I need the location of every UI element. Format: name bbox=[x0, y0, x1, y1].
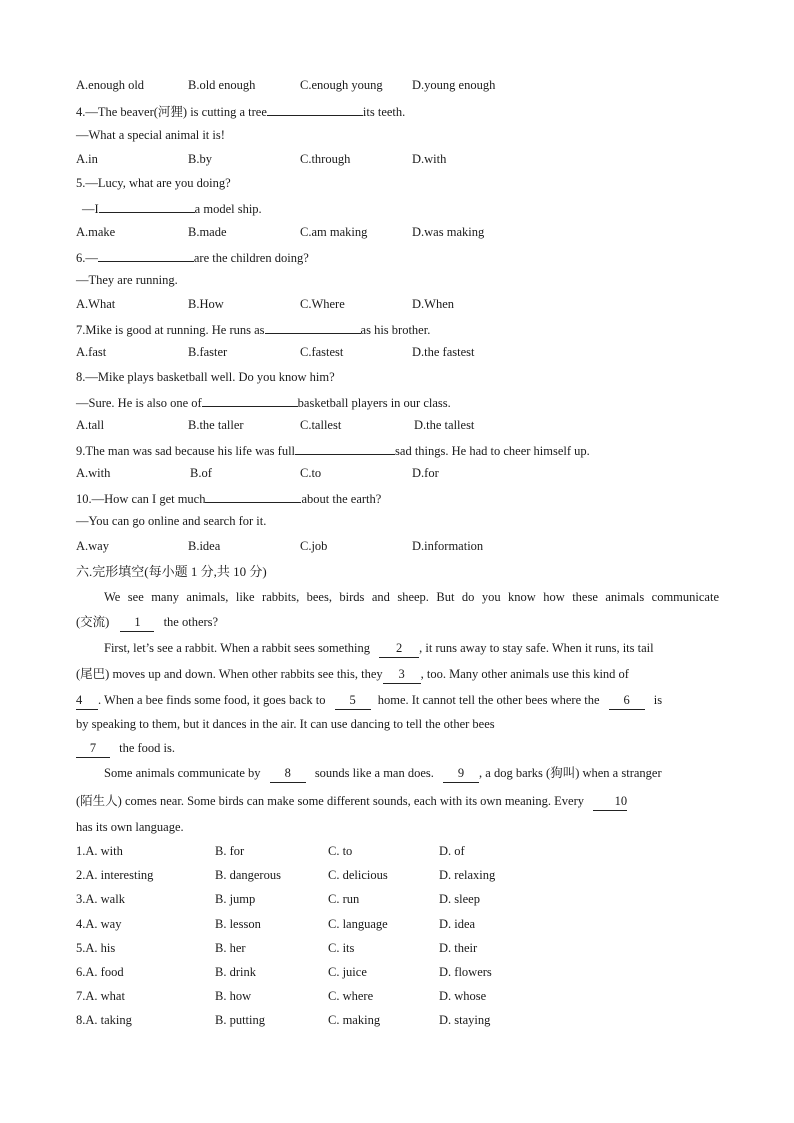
q4-option-a: A.in bbox=[76, 152, 98, 166]
q5-option-d: D.was making bbox=[412, 225, 485, 239]
cloze-option-c: C. its bbox=[328, 940, 355, 955]
q8-stem: 8.—Mike plays basketball well. Do you know him? bbox=[76, 370, 335, 384]
cloze-option-a: 4.A. way bbox=[76, 916, 122, 931]
q10-blank bbox=[205, 488, 301, 503]
cloze-option-d: D. of bbox=[439, 844, 465, 858]
q9-stem: 9.The man was sad because his life was full sad things. He had to cheer himself up. bbox=[76, 440, 590, 460]
cloze-option-c: C. juice bbox=[328, 965, 367, 979]
cloze-option-a: 5.A. his bbox=[76, 940, 116, 955]
cloze-option-c: C. delicious bbox=[328, 868, 388, 883]
cloze-option-b: B. drink bbox=[215, 965, 256, 979]
q3-option-d: D.young enough bbox=[412, 78, 496, 92]
cloze-option-a: 8.A. taking bbox=[76, 1013, 132, 1028]
cloze-p3-line3: has its own language. bbox=[76, 820, 184, 834]
q10-option-c: C.job bbox=[300, 539, 328, 553]
q6-option-b: B.How bbox=[188, 297, 224, 311]
cloze-option-a: 2.A. interesting bbox=[76, 868, 154, 883]
q5-reply: —I a model ship. bbox=[82, 198, 262, 218]
cloze-option-d: D. sleep bbox=[439, 892, 480, 907]
cloze-blank-7: 7 bbox=[76, 739, 110, 758]
q8-option-a: A.tall bbox=[76, 418, 105, 432]
q6-reply: —They are running. bbox=[76, 273, 178, 287]
q4-stem: 4.—The beaver(河狸) is cutting a tree its teeth. bbox=[76, 101, 405, 121]
q9-option-b: B.of bbox=[190, 466, 212, 480]
cloze-option-c: C. to bbox=[328, 844, 353, 858]
cloze-option-b: B. dangerous bbox=[215, 868, 281, 883]
cloze-p2-line2: (尾巴) moves up and down. When other rabbits see this, they 3 , too. Many other animals use this kind of bbox=[76, 665, 629, 684]
cloze-option-b: B. lesson bbox=[215, 916, 261, 931]
cloze-option-a: 7.A. what bbox=[76, 989, 125, 1004]
q4-reply: —What a special animal it is! bbox=[76, 128, 225, 142]
q5-option-b: B.made bbox=[188, 225, 227, 239]
q5-stem: 5.—Lucy, what are you doing? bbox=[76, 176, 231, 190]
q7-option-c: C.fastest bbox=[300, 345, 344, 359]
q6-blank bbox=[98, 247, 194, 262]
cloze-option-d: D. relaxing bbox=[439, 868, 496, 883]
q9-option-c: C.to bbox=[300, 466, 322, 480]
cloze-p3-line1: Some animals communicate by 8 sounds like a man does. 9 , a dog barks (狗叫) when a stranger bbox=[104, 764, 662, 783]
cloze-p2-line4: by speaking to them, but it dances in the air. It can use dancing to tell the other bees bbox=[76, 717, 495, 731]
cloze-p3-line2: (陌生人) comes near. Some birds can make some different sounds, each with its own meaning. Every 10 bbox=[76, 792, 627, 811]
cloze-p1-line2: (交流) 1 the others? bbox=[76, 613, 218, 632]
cloze-option-b: B. how bbox=[215, 989, 252, 1004]
cloze-blank-2: 2 bbox=[379, 639, 419, 658]
cloze-p1-line1: We see many animals, like rabbits, bees, birds and sheep. But do you know how these animals communicate bbox=[104, 590, 719, 604]
cloze-p2-line3: 4 . When a bee finds some food, it goes back to 5 home. It cannot tell the other bees where the 6 is bbox=[76, 691, 662, 710]
cloze-option-d: D. their bbox=[439, 940, 478, 955]
cloze-option-a: 6.A. food bbox=[76, 965, 124, 979]
q4-blank bbox=[267, 101, 363, 116]
q4-option-d: D.with bbox=[412, 152, 447, 166]
cloze-p2-line1: First, let’s see a rabbit. When a rabbit sees something 2 , it runs away to stay safe. When it runs, its tail bbox=[104, 639, 654, 658]
cloze-heading: 六.完形填空(每小题 1 分,共 10 分) bbox=[76, 564, 267, 579]
cloze-option-b: B. jump bbox=[215, 892, 256, 907]
cloze-blank-1: 1 bbox=[120, 613, 154, 632]
cloze-option-d: D. flowers bbox=[439, 965, 492, 979]
q8-reply: —Sure. He is also one of basketball players in our class. bbox=[76, 392, 451, 412]
cloze-option-d: D. whose bbox=[439, 989, 487, 1004]
q3-option-c: C.enough young bbox=[300, 78, 383, 92]
q3-option-b: B.old enough bbox=[188, 78, 256, 92]
cloze-option-d: D. staying bbox=[439, 1013, 491, 1028]
q10-option-a: A.way bbox=[76, 539, 109, 553]
cloze-option-c: C. language bbox=[328, 916, 388, 931]
q3-option-a: A.enough old bbox=[76, 78, 145, 92]
q6-option-a: A.What bbox=[76, 297, 116, 311]
cloze-blank-10: 10 bbox=[593, 792, 627, 811]
q9-blank bbox=[295, 440, 395, 455]
q8-blank bbox=[202, 392, 298, 407]
cloze-option-d: D. idea bbox=[439, 916, 476, 931]
q10-stem: 10.—How can I get much about the earth? bbox=[76, 488, 381, 508]
cloze-option-c: C. run bbox=[328, 892, 360, 907]
q6-option-d: D.When bbox=[412, 297, 454, 311]
q6-stem: 6.— are the children doing? bbox=[76, 247, 309, 267]
q10-option-b: B.idea bbox=[188, 539, 221, 553]
q7-option-b: B.faster bbox=[188, 345, 228, 359]
q5-option-a: A.make bbox=[76, 225, 116, 239]
q5-blank bbox=[99, 198, 195, 213]
q7-option-a: A.fast bbox=[76, 345, 107, 359]
q8-option-b: B.the taller bbox=[188, 418, 244, 432]
q7-option-d: D.the fastest bbox=[412, 345, 475, 359]
cloze-option-b: B. putting bbox=[215, 1013, 266, 1028]
cloze-p2-line5: 7 the food is. bbox=[76, 739, 175, 758]
cloze-blank-3: 3 bbox=[383, 665, 421, 684]
cloze-option-b: B. for bbox=[215, 844, 245, 858]
q7-blank bbox=[265, 319, 361, 334]
q4-option-b: B.by bbox=[188, 152, 212, 166]
cloze-blank-8: 8 bbox=[270, 764, 306, 783]
q10-reply: —You can go online and search for it. bbox=[76, 514, 267, 528]
cloze-blank-4: 4 bbox=[76, 691, 98, 710]
q10-option-d: D.information bbox=[412, 539, 484, 553]
q6-option-c: C.Where bbox=[300, 297, 345, 311]
cloze-option-a: 1.A. with bbox=[76, 844, 123, 858]
q5-option-c: C.am making bbox=[300, 225, 368, 239]
cloze-option-a: 3.A. walk bbox=[76, 892, 125, 907]
q8-option-d: D.the tallest bbox=[414, 418, 475, 432]
cloze-blank-5: 5 bbox=[335, 691, 371, 710]
cloze-option-b: B. her bbox=[215, 940, 246, 955]
q9-option-a: A.with bbox=[76, 466, 111, 480]
cloze-blank-9: 9 bbox=[443, 764, 479, 783]
cloze-option-c: C. where bbox=[328, 989, 374, 1004]
q8-option-c: C.tallest bbox=[300, 418, 342, 432]
q4-option-c: C.through bbox=[300, 152, 351, 166]
q9-option-d: D.for bbox=[412, 466, 439, 480]
q7-stem: 7.Mike is good at running. He runs as as his brother. bbox=[76, 319, 430, 339]
cloze-blank-6: 6 bbox=[609, 691, 645, 710]
cloze-option-c: C. making bbox=[328, 1013, 381, 1028]
